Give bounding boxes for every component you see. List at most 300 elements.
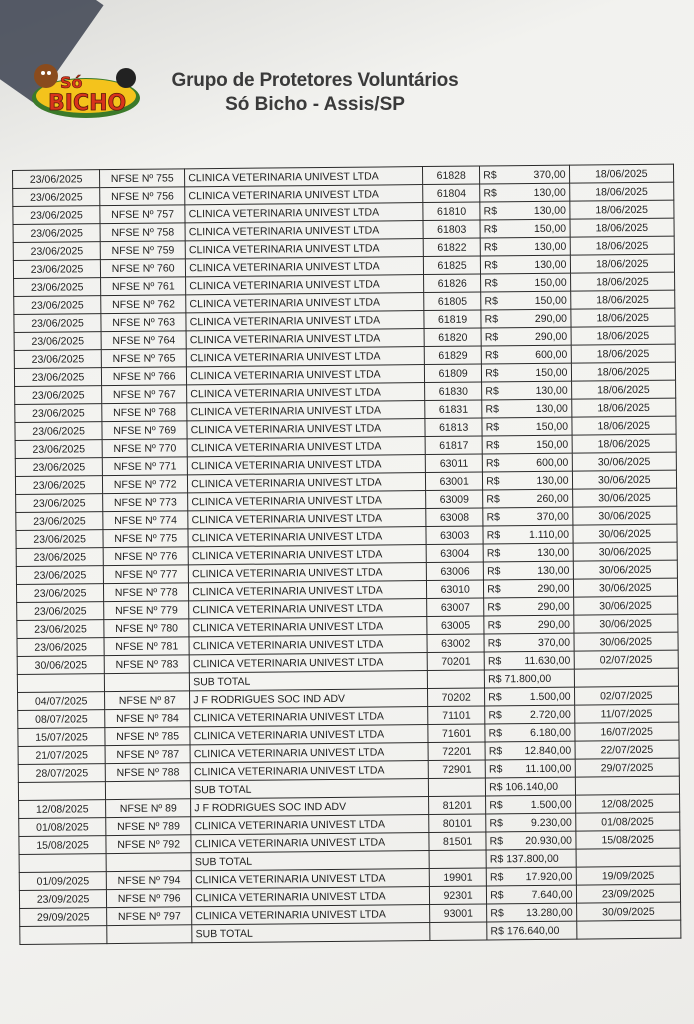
row-amount [483,561,573,580]
row-amount [480,165,570,184]
row-date: 23/06/2025 [15,404,102,423]
row-amount [482,363,572,382]
currency-symbol: R$ [487,654,502,667]
row-invoice-number: NFSE Nº 772 [103,475,188,494]
svg-text:BICHO: BICHO [48,91,127,116]
row-provider-name: CLINICA VETERINARIA UNIVEST LTDA [187,365,425,385]
row-date: 23/06/2025 [14,350,101,369]
currency-symbol: R$ [484,312,499,325]
amount-value: 1.500,00 [529,690,571,703]
currency-symbol: R$ [486,492,500,505]
row-due-date: 30/06/2025 [573,596,678,615]
row-date: 23/06/2025 [15,440,102,459]
currency-symbol: R$ [484,258,498,271]
row-amount [482,399,572,418]
row-due-date: 18/06/2025 [571,362,676,381]
row-provider-name: J F RODRIGUES SOC IND ADV [190,689,428,709]
subtotal-value: R$ 176.640,00 [487,921,577,940]
row-amount [484,597,574,616]
currency-symbol: R$ [485,366,499,379]
row-due-date: 02/07/2025 [574,686,679,705]
currency-symbol: R$ [487,636,502,649]
row-date: 23/06/2025 [16,494,103,513]
row-due-date: 30/06/2025 [572,452,677,471]
row-provider-name: CLINICA VETERINARIA UNIVEST LTDA [186,293,424,313]
org-subtitle: Só Bicho - Assis/SP [225,94,405,115]
row-code: 63010 [427,580,484,599]
row-provider-name: CLINICA VETERINARIA UNIVEST LTDA [186,311,424,331]
amount-value: 130,00 [534,240,567,253]
row-due-date: 30/06/2025 [573,614,678,633]
row-invoice-number: NFSE Nº 759 [100,241,185,260]
row-code: 61809 [425,364,482,383]
currency-symbol: R$ [484,276,498,289]
row-invoice-number: NFSE Nº 789 [106,817,191,836]
row-provider-name: CLINICA VETERINARIA UNIVEST LTDA [186,275,424,295]
row-due-date: 18/06/2025 [570,254,675,273]
amount-value: 150,00 [535,420,569,433]
amount-value: 290,00 [534,330,568,343]
currency-symbol: R$ [483,222,498,235]
row-date: 23/06/2025 [17,638,104,657]
currency-symbol: R$ [483,240,498,253]
row-code: 19901 [429,868,486,887]
row-amount [481,309,571,328]
row-invoice-number: NFSE Nº 778 [104,583,189,602]
row-due-date: 18/06/2025 [570,272,675,291]
row-date: 23/06/2025 [16,530,103,549]
row-provider-name: CLINICA VETERINARIA UNIVEST LTDA [187,401,425,421]
row-provider-name: CLINICA VETERINARIA UNIVEST LTDA [191,869,429,889]
row-code: 63006 [426,562,483,581]
row-amount [480,201,570,220]
row-invoice-number: NFSE Nº 761 [101,277,186,296]
row-provider-name: CLINICA VETERINARIA UNIVEST LTDA [188,509,426,529]
row-provider-name: CLINICA VETERINARIA UNIVEST LTDA [189,617,427,637]
row-due-date: 02/07/2025 [574,650,679,669]
row-invoice-number: NFSE Nº 780 [104,619,189,638]
row-amount [481,273,571,292]
org-title: Grupo de Protetores Voluntários [171,70,459,91]
row-invoice-number: NFSE Nº 87 [105,691,190,710]
row-provider-name: J F RODRIGUES SOC IND ADV [191,797,429,817]
row-invoice-number: NFSE Nº 797 [107,907,192,926]
row-invoice-number: NFSE Nº 756 [100,187,185,206]
row-date: 23/06/2025 [13,170,100,189]
row-amount [483,489,573,508]
currency-symbol: R$ [488,726,503,739]
row-code: 71101 [428,706,485,725]
currency-symbol: R$ [484,330,499,343]
amount-value: 20.930,00 [525,834,573,847]
row-invoice-number: NFSE Nº 773 [103,493,188,512]
currency-symbol: R$ [489,870,504,883]
row-code: 61828 [423,166,480,185]
currency-symbol: R$ [485,384,499,397]
row-amount [480,219,570,238]
amount-value: 2.720,00 [529,708,571,721]
row-amount [486,813,576,832]
row-due-date: 19/09/2025 [576,866,681,885]
row-due-date: 30/06/2025 [572,488,677,507]
row-provider-name: CLINICA VETERINARIA UNIVEST LTDA [189,653,427,673]
currency-symbol: R$ [485,438,500,451]
subtotal-value: R$ 71.800,00 [485,669,575,688]
row-code: 61820 [424,328,481,347]
empty-cell [106,781,191,800]
empty-cell [576,848,681,867]
row-provider-name: CLINICA VETERINARIA UNIVEST LTDA [188,473,426,493]
row-code: 72201 [428,742,485,761]
row-code: 61831 [425,400,482,419]
currency-symbol: R$ [486,528,501,541]
row-due-date: 18/06/2025 [569,200,674,219]
currency-symbol: R$ [489,834,504,847]
row-date: 23/06/2025 [14,278,101,297]
row-invoice-number: NFSE Nº 766 [102,367,187,386]
row-date: 23/06/2025 [13,242,100,261]
row-invoice-number: NFSE Nº 762 [101,295,186,314]
row-code: 61829 [424,346,481,365]
row-invoice-number: NFSE Nº 775 [103,529,188,548]
row-code: 63001 [426,472,483,491]
row-code: 63009 [426,490,483,509]
row-due-date: 30/06/2025 [573,578,678,597]
amount-value: 13.280,00 [525,906,573,919]
row-amount [486,831,576,850]
so-bicho-logo [30,58,142,122]
currency-symbol: R$ [488,744,503,757]
row-invoice-number: NFSE Nº 770 [102,439,187,458]
row-code: 61805 [424,292,481,311]
row-code: 61825 [423,256,480,275]
row-amount [481,291,571,310]
row-code: 61804 [423,184,480,203]
row-provider-name: CLINICA VETERINARIA UNIVEST LTDA [192,905,430,925]
row-amount [482,381,572,400]
row-date: 15/08/2025 [19,836,106,855]
row-invoice-number: NFSE Nº 764 [101,331,186,350]
row-date: 15/07/2025 [18,728,105,747]
row-provider-name: CLINICA VETERINARIA UNIVEST LTDA [186,347,424,367]
currency-symbol: R$ [483,204,498,217]
row-amount [485,687,575,706]
currency-symbol: R$ [489,816,503,829]
row-invoice-number: NFSE Nº 788 [105,763,190,782]
amount-value: 11.100,00 [525,762,572,775]
amount-value: 130,00 [534,258,567,271]
row-code: 61826 [424,274,481,293]
empty-cell [20,926,107,945]
row-invoice-number: NFSE Nº 777 [103,565,188,584]
row-invoice-number: NFSE Nº 757 [100,205,185,224]
row-code: 93001 [430,904,487,923]
row-date: 23/06/2025 [15,458,102,477]
row-provider-name: CLINICA VETERINARIA UNIVEST LTDA [191,833,429,853]
subtotal-value: R$ 137.800,00 [486,849,576,868]
row-code: 81501 [429,832,486,851]
row-code: 61819 [424,310,481,329]
amount-value: 9.230,00 [530,816,572,829]
row-date: 01/09/2025 [19,872,106,891]
amount-value: 150,00 [533,222,567,235]
row-invoice-number: NFSE Nº 89 [106,799,191,818]
row-date: 28/07/2025 [18,764,105,783]
row-code: 70201 [427,652,484,671]
row-invoice-number: NFSE Nº 758 [100,223,185,242]
row-amount [487,903,577,922]
row-invoice-number: NFSE Nº 783 [104,655,189,674]
row-provider-name: CLINICA VETERINARIA UNIVEST LTDA [190,761,428,781]
row-amount [485,723,575,742]
row-due-date: 18/06/2025 [571,326,676,345]
row-amount [485,741,575,760]
row-provider-name: CLINICA VETERINARIA UNIVEST LTDA [190,725,428,745]
row-amount [484,615,574,634]
amount-value: 130,00 [535,384,568,397]
row-amount [481,345,571,364]
row-code: 80101 [429,814,486,833]
row-provider-name: CLINICA VETERINARIA UNIVEST LTDA [189,563,427,583]
row-invoice-number: NFSE Nº 765 [101,349,186,368]
currency-symbol: R$ [487,564,501,577]
row-invoice-number: NFSE Nº 779 [104,601,189,620]
empty-cell [105,673,190,692]
row-provider-name: CLINICA VETERINARIA UNIVEST LTDA [188,545,426,565]
empty-cell [107,925,192,944]
row-due-date: 29/07/2025 [575,758,680,777]
row-date: 23/06/2025 [16,566,103,585]
row-due-date: 30/06/2025 [572,506,677,525]
amount-value: 150,00 [534,294,567,307]
row-provider-name: CLINICA VETERINARIA UNIVEST LTDA [186,329,424,349]
row-date: 23/06/2025 [15,476,102,495]
row-date: 23/06/2025 [16,512,103,531]
amount-value: 130,00 [535,402,568,415]
row-code: 81201 [429,796,486,815]
amount-value: 11.630,00 [524,654,571,667]
empty-cell [576,920,681,939]
subtotal-label: SUB TOTAL [192,923,430,943]
row-date: 08/07/2025 [18,710,105,729]
row-date: 23/06/2025 [13,188,100,207]
row-due-date: 18/06/2025 [569,164,674,183]
row-invoice-number: NFSE Nº 796 [107,889,192,908]
row-invoice-number: NFSE Nº 787 [105,745,190,764]
amount-value: 260,00 [536,492,569,505]
row-amount [483,543,573,562]
currency-symbol: R$ [483,186,497,199]
row-date: 04/07/2025 [18,692,105,711]
row-invoice-number: NFSE Nº 768 [102,403,187,422]
row-code: 71601 [428,724,485,743]
row-amount [481,255,571,274]
row-amount [486,867,576,886]
row-provider-name: CLINICA VETERINARIA UNIVEST LTDA [189,635,427,655]
amount-value: 600,00 [536,456,569,469]
currency-symbol: R$ [485,456,500,469]
row-provider-name: CLINICA VETERINARIA UNIVEST LTDA [187,455,425,475]
amount-value: 7.640,00 [531,888,573,901]
empty-cell [430,922,487,941]
row-provider-name: CLINICA VETERINARIA UNIVEST LTDA [187,419,425,439]
row-date: 23/06/2025 [14,332,101,351]
row-invoice-number: NFSE Nº 767 [102,385,187,404]
currency-symbol: R$ [486,546,501,559]
row-provider-name: CLINICA VETERINARIA UNIVEST LTDA [190,743,428,763]
row-invoice-number: NFSE Nº 771 [102,457,187,476]
row-code: 63002 [427,634,484,653]
row-date: 23/06/2025 [13,224,100,243]
currency-symbol: R$ [486,474,500,487]
row-date: 12/08/2025 [19,800,106,819]
row-code: 61822 [423,238,480,257]
row-code: 63008 [426,508,483,527]
row-code: 63005 [427,616,484,635]
currency-symbol: R$ [487,600,501,613]
currency-symbol: R$ [490,906,504,919]
row-date: 23/06/2025 [17,620,104,639]
row-due-date: 30/06/2025 [572,470,677,489]
row-code: 61813 [425,418,482,437]
empty-cell [427,670,484,689]
amount-value: 150,00 [534,276,567,289]
amount-value: 130,00 [537,564,570,577]
row-due-date: 18/06/2025 [569,182,674,201]
row-provider-name: CLINICA VETERINARIA UNIVEST LTDA [188,491,426,511]
row-amount [483,525,573,544]
currency-symbol: R$ [485,420,500,433]
row-provider-name: CLINICA VETERINARIA UNIVEST LTDA [185,167,423,187]
row-amount [485,759,575,778]
currency-symbol: R$ [490,888,504,901]
row-invoice-number: NFSE Nº 774 [103,511,188,530]
empty-cell [429,850,486,869]
row-date: 23/06/2025 [14,314,101,333]
row-date: 23/06/2025 [14,296,101,315]
currency-symbol: R$ [488,708,502,721]
row-code: 63007 [427,598,484,617]
row-invoice-number: NFSE Nº 784 [105,709,190,728]
currency-symbol: R$ [487,582,501,595]
row-provider-name: CLINICA VETERINARIA UNIVEST LTDA [187,437,425,457]
row-invoice-number: NFSE Nº 785 [105,727,190,746]
amount-value: 130,00 [533,186,566,199]
empty-cell [18,782,105,801]
currency-symbol: R$ [487,618,502,631]
row-due-date: 15/08/2025 [575,830,680,849]
currency-symbol: R$ [484,348,499,361]
row-invoice-number: NFSE Nº 763 [101,313,186,332]
row-due-date: 11/07/2025 [574,704,679,723]
row-provider-name: CLINICA VETERINARIA UNIVEST LTDA [186,257,424,277]
row-code: 92301 [430,886,487,905]
row-date: 23/06/2025 [13,206,100,225]
row-date: 23/09/2025 [19,890,106,909]
empty-cell [19,854,106,873]
row-invoice-number: NFSE Nº 794 [106,871,191,890]
row-code: 61810 [423,202,480,221]
row-date: 29/09/2025 [20,908,107,927]
row-code: 61803 [423,220,480,239]
amount-value: 600,00 [535,348,568,361]
row-code: 70202 [428,688,485,707]
row-amount [485,705,575,724]
row-due-date: 18/06/2025 [570,308,675,327]
row-due-date: 18/06/2025 [571,416,676,435]
amount-value: 370,00 [536,510,569,523]
row-provider-name: CLINICA VETERINARIA UNIVEST LTDA [189,599,427,619]
row-invoice-number: NFSE Nº 755 [100,169,185,188]
row-amount [481,327,571,346]
row-due-date: 01/08/2025 [575,812,680,831]
row-provider-name: CLINICA VETERINARIA UNIVEST LTDA [189,581,427,601]
subtotal-label: SUB TOTAL [190,671,428,691]
row-date: 23/06/2025 [17,602,104,621]
row-due-date: 22/07/2025 [575,740,680,759]
row-code: 63011 [425,454,482,473]
row-date: 23/06/2025 [15,386,102,405]
amount-value: 130,00 [537,546,570,559]
amount-value: 1.500,00 [530,798,572,811]
row-invoice-number: NFSE Nº 781 [104,637,189,656]
row-date: 23/06/2025 [16,584,103,603]
invoice-table-container [12,164,681,945]
row-amount [484,633,574,652]
row-amount [483,507,573,526]
row-due-date: 12/08/2025 [575,794,680,813]
row-due-date: 18/06/2025 [572,434,677,453]
amount-value: 150,00 [535,366,568,379]
amount-value: 12.840,00 [524,744,572,757]
row-amount [483,471,573,490]
amount-value: 130,00 [533,204,567,217]
row-invoice-number: NFSE Nº 776 [103,547,188,566]
row-provider-name: CLINICA VETERINARIA UNIVEST LTDA [185,239,423,259]
currency-symbol: R$ [486,510,501,523]
amount-value: 1.110,00 [528,528,570,541]
row-amount [480,237,570,256]
row-due-date: 23/09/2025 [576,884,681,903]
row-invoice-number: NFSE Nº 760 [101,259,186,278]
row-due-date: 18/06/2025 [570,290,675,309]
subtotal-label: SUB TOTAL [191,779,429,799]
currency-symbol: R$ [489,798,503,811]
row-invoice-number: NFSE Nº 769 [102,421,187,440]
row-due-date: 30/06/2025 [572,524,677,543]
row-due-date: 30/06/2025 [573,542,678,561]
row-due-date: 18/06/2025 [571,398,676,417]
row-provider-name: CLINICA VETERINARIA UNIVEST LTDA [185,185,423,205]
invoice-table [12,164,681,945]
row-amount [482,453,572,472]
currency-symbol: R$ [483,168,497,181]
row-date: 23/06/2025 [13,260,100,279]
row-amount [486,795,576,814]
amount-value: 370,00 [533,168,566,181]
amount-value: 130,00 [536,474,569,487]
row-provider-name: CLINICA VETERINARIA UNIVEST LTDA [190,707,428,727]
currency-symbol: R$ [485,402,499,415]
currency-symbol: R$ [488,762,503,775]
empty-cell [17,674,104,693]
row-amount [484,651,574,670]
row-code: 72901 [428,760,485,779]
row-amount [480,183,570,202]
svg-text:Só: Só [60,73,83,92]
row-invoice-number: NFSE Nº 792 [106,835,191,854]
row-due-date: 30/09/2025 [576,902,681,921]
